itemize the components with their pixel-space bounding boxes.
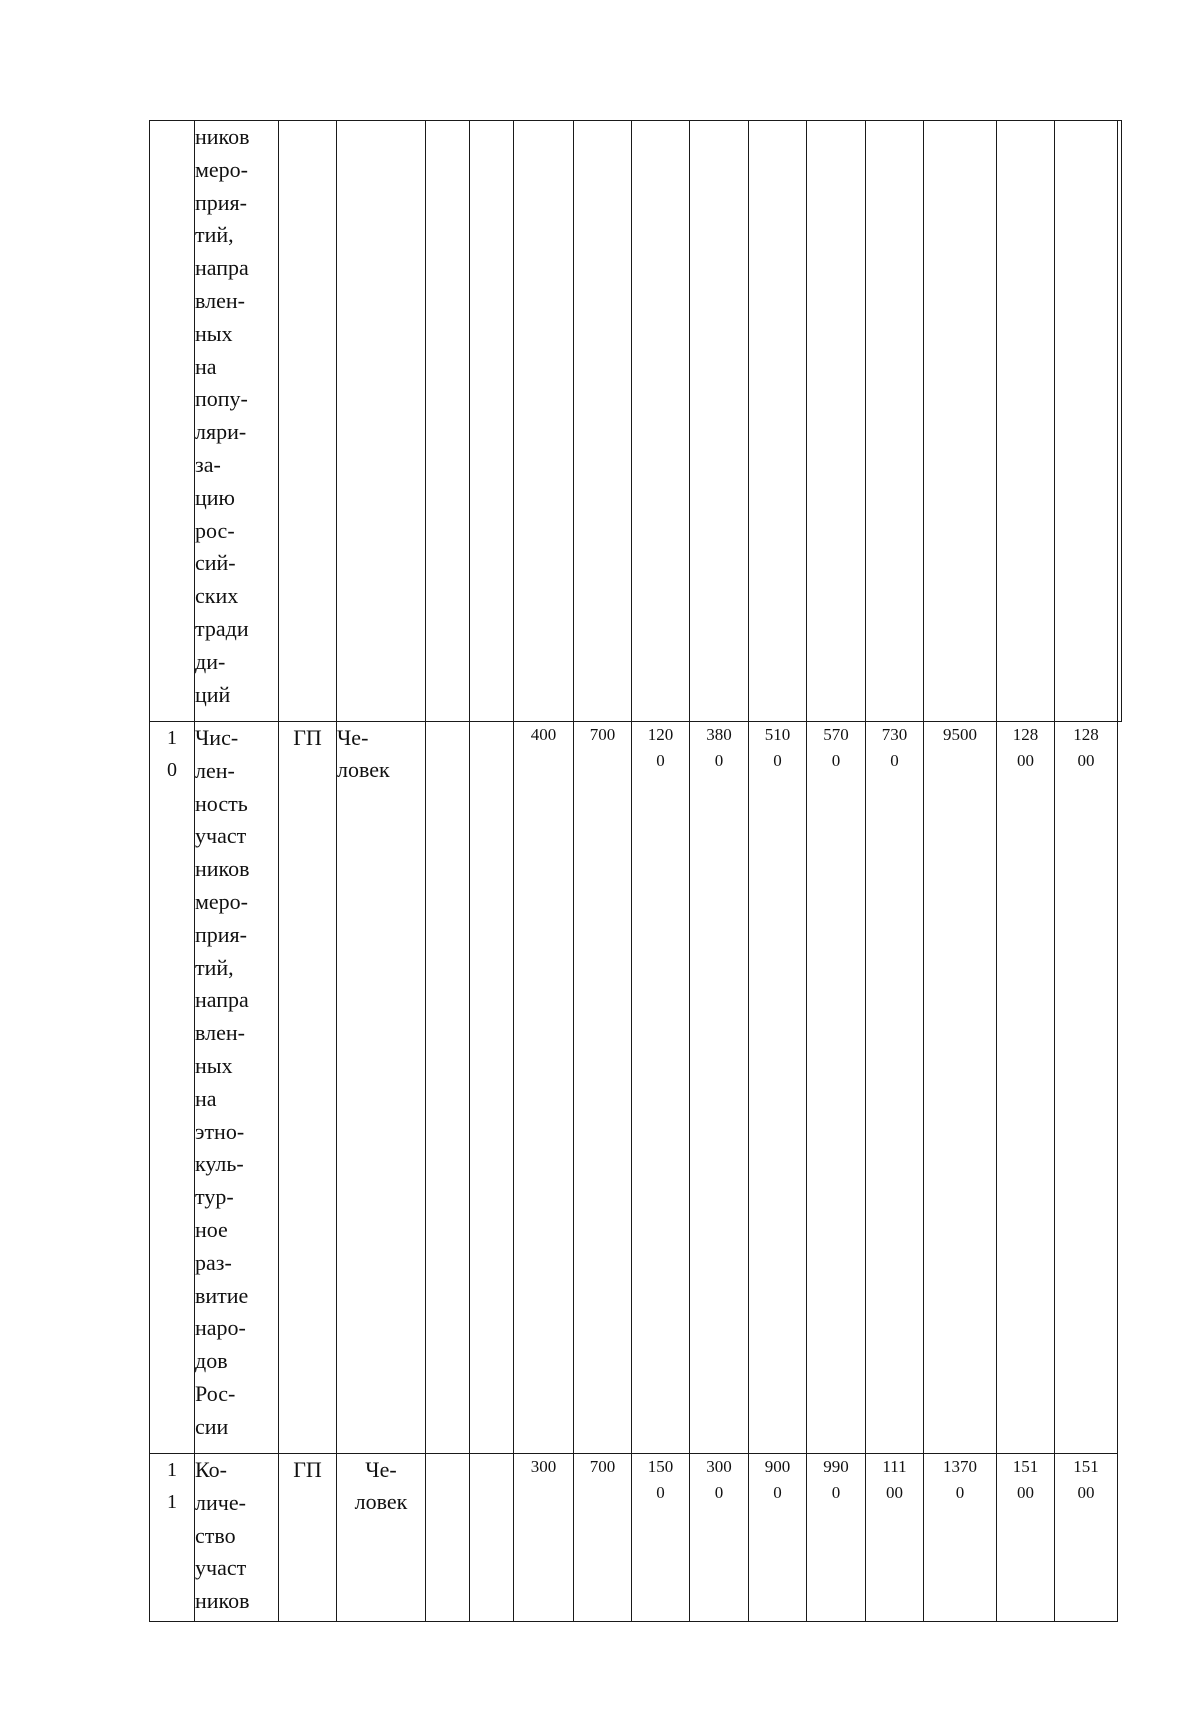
program-code-cell bbox=[279, 722, 337, 1454]
value-line: 0 bbox=[714, 1483, 724, 1502]
value-cell bbox=[632, 1454, 690, 1622]
value-cell bbox=[690, 1454, 749, 1622]
indicator-name-line: куль- bbox=[195, 1151, 244, 1177]
value-cell bbox=[924, 722, 997, 1454]
value-line: 00 bbox=[1077, 751, 1095, 770]
value-cell bbox=[690, 121, 749, 722]
value-cell bbox=[807, 121, 866, 722]
indicator-name-line: прия- bbox=[195, 189, 247, 215]
value-line: 0 bbox=[831, 1483, 841, 1502]
indicator-name-line: напра bbox=[195, 255, 249, 281]
indicator-name-line: ных bbox=[195, 320, 233, 346]
value-cell bbox=[514, 121, 574, 722]
value-cell bbox=[807, 1454, 866, 1622]
value-cell bbox=[632, 121, 690, 722]
value-cell bbox=[514, 722, 574, 1454]
value-line: 0 bbox=[773, 1483, 782, 1502]
value-cell bbox=[749, 722, 807, 1454]
indicator-name-line: рос- bbox=[195, 517, 235, 543]
value-cell bbox=[866, 1454, 924, 1622]
value-cell bbox=[426, 121, 470, 722]
value-line: 111 bbox=[882, 1457, 907, 1476]
value-cell bbox=[426, 1454, 470, 1622]
table-row bbox=[150, 1454, 1122, 1622]
indicators-table-wrap bbox=[149, 120, 1122, 1622]
row-number-line: 0 bbox=[167, 759, 177, 781]
indicator-name-line: Ко- bbox=[195, 1457, 227, 1482]
value-line: 900 bbox=[764, 1457, 791, 1476]
value-line: 120 bbox=[647, 725, 674, 744]
indicator-name-line: ность bbox=[195, 790, 248, 816]
indicator-name-line: ников bbox=[195, 1588, 250, 1614]
indicator-name-line: ников bbox=[195, 856, 250, 882]
indicator-name-line: ляри- bbox=[195, 419, 247, 445]
value-line: 9500 bbox=[943, 725, 977, 744]
indicator-name-line: ников bbox=[195, 124, 250, 149]
table-row bbox=[150, 722, 1122, 1454]
value-line: 510 bbox=[764, 725, 791, 744]
value-line: 570 bbox=[823, 725, 849, 744]
table-row bbox=[150, 121, 1122, 722]
value-cell bbox=[470, 1454, 514, 1622]
indicator-name-line: Рос- bbox=[195, 1380, 236, 1406]
value-cell bbox=[997, 121, 1055, 722]
indicator-name-line: за- bbox=[195, 451, 221, 477]
indicator-name-line: сии bbox=[195, 1413, 229, 1439]
program-code-cell bbox=[279, 121, 337, 722]
row-number-line: 1 bbox=[167, 1459, 177, 1481]
indicator-name-line: личе- bbox=[195, 1489, 246, 1515]
indicator-name-line: меро- bbox=[195, 888, 249, 914]
unit-line: ловек bbox=[354, 1489, 408, 1514]
value-cell bbox=[1118, 121, 1122, 722]
indicator-name-line: напра bbox=[195, 987, 249, 1013]
row-number-cell bbox=[150, 121, 195, 722]
value-cell bbox=[749, 1454, 807, 1622]
indicator-name-line: этно- bbox=[195, 1118, 245, 1144]
unit-cell bbox=[337, 1454, 426, 1622]
value-line: 00 bbox=[886, 1483, 903, 1502]
value-line: 0 bbox=[714, 751, 724, 770]
value-line: 0 bbox=[656, 1483, 665, 1502]
value-line: 400 bbox=[530, 725, 557, 744]
indicator-name-line: влен- bbox=[195, 1020, 245, 1046]
unit-line: ловек bbox=[337, 757, 390, 782]
indicator-name-line: участ bbox=[195, 823, 247, 849]
indicator-name-line: ций bbox=[195, 681, 231, 707]
indicator-name-line: наро- bbox=[195, 1315, 246, 1341]
value-cell bbox=[574, 121, 632, 722]
value-cell bbox=[470, 722, 514, 1454]
row-number-line: 1 bbox=[167, 1491, 177, 1513]
indicator-name-line: ди- bbox=[195, 648, 226, 674]
indicator-name-line: Чис- bbox=[195, 725, 239, 750]
value-cell bbox=[426, 722, 470, 1454]
value-line: 00 bbox=[1077, 1483, 1095, 1502]
value-line: 0 bbox=[890, 751, 899, 770]
value-line: 730 bbox=[881, 725, 908, 744]
row-number-cell bbox=[150, 1454, 195, 1622]
row-number-cell bbox=[150, 722, 195, 1454]
value-cell bbox=[1055, 121, 1118, 722]
unit-line: Че- bbox=[337, 725, 369, 750]
value-cell bbox=[924, 121, 997, 722]
value-cell bbox=[866, 121, 924, 722]
value-line: 151 bbox=[1073, 1457, 1099, 1476]
value-line: 0 bbox=[955, 1483, 965, 1502]
value-line: 00 bbox=[1017, 1483, 1034, 1502]
value-cell bbox=[632, 722, 690, 1454]
value-line: 300 bbox=[530, 1457, 557, 1476]
value-cell bbox=[749, 121, 807, 722]
unit-cell bbox=[337, 121, 426, 722]
value-cell bbox=[924, 1454, 997, 1622]
indicator-name-line: ное bbox=[195, 1216, 228, 1242]
indicator-name-cell bbox=[195, 722, 279, 1454]
value-cell bbox=[514, 1454, 574, 1622]
value-cell bbox=[866, 722, 924, 1454]
program-code: ГП bbox=[293, 1457, 322, 1482]
indicator-name-line: попу- bbox=[195, 386, 248, 412]
indicator-name-line: ство bbox=[195, 1522, 236, 1548]
indicator-name-line: тради bbox=[195, 615, 249, 641]
indicator-name-line: дов bbox=[195, 1348, 228, 1374]
indicator-name-line: цию bbox=[195, 484, 235, 510]
value-line: 128 bbox=[1073, 725, 1099, 744]
value-line: 700 bbox=[589, 1457, 616, 1476]
indicator-name-line: участ bbox=[195, 1555, 247, 1581]
value-cell bbox=[470, 121, 514, 722]
indicator-name-line: на bbox=[195, 1085, 217, 1111]
value-cell bbox=[574, 722, 632, 1454]
indicator-name-line: лен- bbox=[195, 757, 235, 783]
value-line: 1370 bbox=[943, 1457, 977, 1476]
indicator-name-line: ных bbox=[195, 1052, 233, 1078]
indicator-name-line: раз- bbox=[195, 1249, 232, 1275]
value-cell bbox=[997, 722, 1055, 1454]
value-cell bbox=[1055, 722, 1118, 1454]
indicator-name-cell bbox=[195, 121, 279, 722]
program-code-cell bbox=[279, 1454, 337, 1622]
value-line: 00 bbox=[1017, 751, 1034, 770]
value-line: 151 bbox=[1012, 1457, 1039, 1476]
value-cell bbox=[574, 1454, 632, 1622]
row-number-line: 1 bbox=[167, 727, 177, 749]
indicator-name-line: меро- bbox=[195, 156, 249, 182]
indicator-name-cell bbox=[195, 1454, 279, 1622]
value-cell bbox=[690, 722, 749, 1454]
table-body bbox=[150, 121, 1122, 1622]
value-line: 700 bbox=[589, 725, 616, 744]
indicator-name-line: тий, bbox=[195, 222, 234, 248]
indicator-name-line: ских bbox=[195, 583, 239, 609]
value-line: 300 bbox=[706, 1457, 732, 1476]
value-line: 150 bbox=[647, 1457, 674, 1476]
value-line: 990 bbox=[823, 1457, 849, 1476]
value-line: 0 bbox=[773, 751, 782, 770]
value-line: 0 bbox=[831, 751, 841, 770]
indicator-name-line: тур- bbox=[195, 1184, 234, 1210]
indicator-name-line: влен- bbox=[195, 287, 245, 313]
indicator-name-line: витие bbox=[195, 1282, 249, 1308]
value-cell bbox=[807, 722, 866, 1454]
value-cell bbox=[997, 1454, 1055, 1622]
value-line: 128 bbox=[1012, 725, 1039, 744]
unit-cell bbox=[337, 722, 426, 1454]
indicators-table bbox=[149, 120, 1122, 1622]
value-line: 0 bbox=[656, 751, 665, 770]
indicator-name-line: сий- bbox=[195, 550, 236, 576]
indicator-name-line: тий, bbox=[195, 954, 234, 980]
value-line: 380 bbox=[706, 725, 732, 744]
program-code: ГП bbox=[293, 725, 322, 750]
value-cell bbox=[1055, 1454, 1118, 1622]
indicator-name-line: прия- bbox=[195, 921, 247, 947]
indicator-name-line: на bbox=[195, 353, 217, 379]
unit-line: Че- bbox=[365, 1457, 397, 1482]
